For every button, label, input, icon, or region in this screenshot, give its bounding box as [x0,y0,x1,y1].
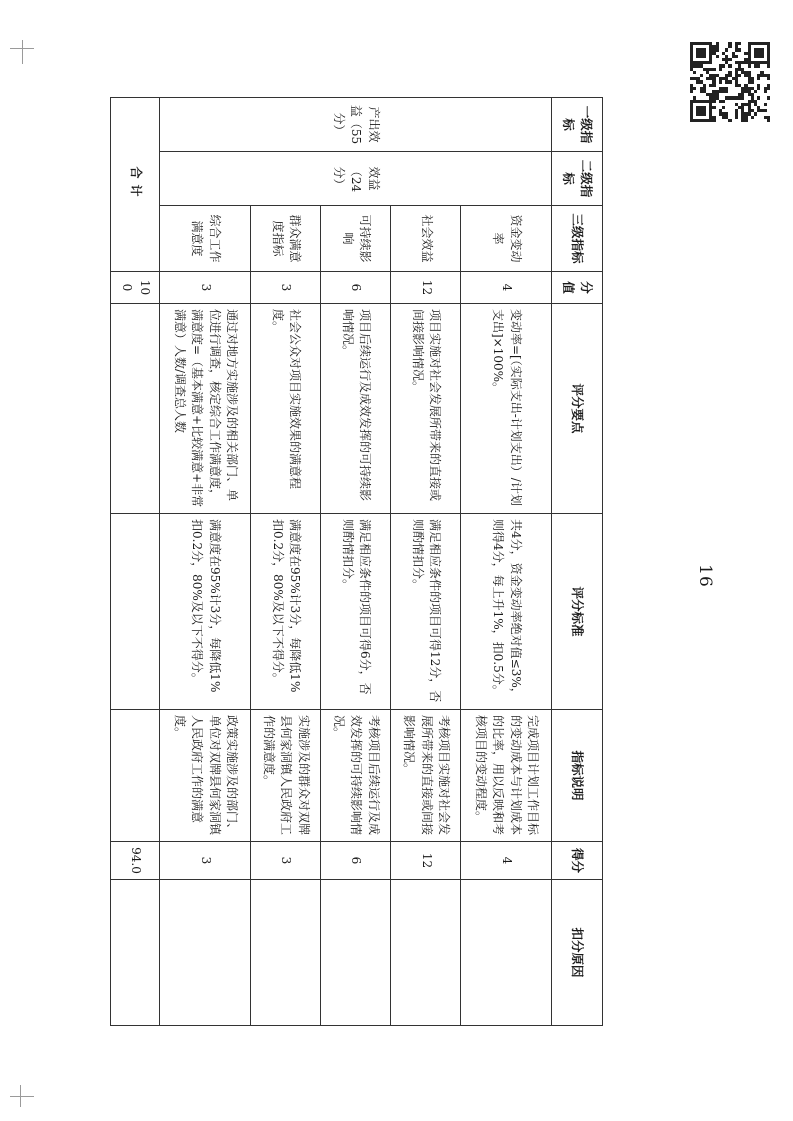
criteria-cell: 满意度在95%计3分，每降低1%扣0.2分，80%及以下不得分。 [160,514,251,710]
value-cell: 3 [251,272,321,304]
header-value: 分值 [552,272,603,304]
page-number: 16 [694,564,715,588]
description-cell: 完成项目计划工作目标的变动成本与计划成本的比率，用以反映和考核项目的变动程度。 [461,710,552,842]
value-cell: 12 [391,272,461,304]
header-deduction: 扣分原因 [552,880,603,1026]
level1-cell: 产出效益（55分） [160,98,552,152]
score-cell: 4 [461,842,552,880]
description-cell: 实施涉及的群众对双牌县何家洞镇人民政府工作的满意度。 [251,710,321,842]
level3-cell: 可持续影响 [321,206,391,272]
description-cell: 考核项目实施对社会发展所带来的直接或间接影响情况。 [391,710,461,842]
total-label: 合计 [111,98,161,272]
table-row [391,98,461,1026]
score-cell: 3 [160,842,251,880]
deduction-cell [251,880,321,1026]
header-row [552,98,603,1026]
table-row [251,98,321,1026]
deduction-cell [461,880,552,1026]
table-row [160,98,251,1026]
total-score: 94.0 [111,842,161,880]
header-level1: 一级指标 [552,98,603,152]
key-points-cell: 通过对地方实施涉及的相关部门、单位进行调查，核定综合工作满意度，满意度=（基本满意+比较满意+非常满意）人数/调查总人数 [160,304,251,514]
value-cell: 3 [160,272,251,304]
crop-mark [10,1096,34,1097]
header-description: 指标说明 [552,710,603,842]
table-row [461,98,552,1026]
header-key-points: 评分要点 [552,304,603,514]
total-empty-cell [111,304,161,514]
criteria-cell: 满足相应条件的项目可得12分，否则酌情扣分。 [391,514,461,710]
total-empty-cell [111,710,161,842]
level2-cell: 效益（24分） [160,152,552,206]
level3-cell: 群众满意度指标 [251,206,321,272]
deduction-cell [391,880,461,1026]
criteria-cell: 共4分，资金变动率绝对值≤3%，则得4分，每上升1%，扣0.5分。 [461,514,552,710]
total-empty-cell [111,880,161,1026]
score-cell: 6 [321,842,391,880]
value-cell: 4 [461,272,552,304]
deduction-cell [160,880,251,1026]
total-empty-cell [111,514,161,710]
key-points-cell: 变动率=[（实际支出-计划支出）/计划支出]×100%。 [461,304,552,514]
key-points-cell: 项目后续运行及成效发挥的可持续影响情况。 [321,304,391,514]
key-points-cell: 项目实施对社会发展所带来的直接或间接影响情况。 [391,304,461,514]
header-level2: 二级指标 [552,152,603,206]
crop-mark [10,48,34,49]
score-cell: 3 [251,842,321,880]
qr-code [690,42,770,122]
crop-mark [22,40,23,64]
table-row [321,98,391,1026]
description-cell: 考核项目后续运行及成效发挥的可持续影响情况。 [321,710,391,842]
total-row [111,98,161,1026]
level3-cell: 资金变动率 [461,206,552,272]
header-level3: 三级指标 [552,206,603,272]
header-score: 得分 [552,842,603,880]
header-criteria: 评分标准 [552,514,603,710]
criteria-cell: 满足相应条件的项目可得6分，否则酌情扣分。 [321,514,391,710]
value-cell: 6 [321,272,391,304]
score-cell: 12 [391,842,461,880]
evaluation-table [110,97,603,1026]
level3-cell: 综合工作满意度 [160,206,251,272]
key-points-cell: 社会公众对项目实施效果的满意程度。 [251,304,321,514]
deduction-cell [321,880,391,1026]
total-value: 100 [111,272,161,304]
criteria-cell: 满意度在95%计3分，每降低1%扣0.2分，80%及以下不得分。 [251,514,321,710]
evaluation-table-wrapper [110,97,603,1025]
description-cell: 政策实施涉及的部门、单位对双牌县何家洞镇人民政府工作的满意度。 [160,710,251,842]
level3-cell: 社会效益 [391,206,461,272]
qr-module [767,119,770,122]
